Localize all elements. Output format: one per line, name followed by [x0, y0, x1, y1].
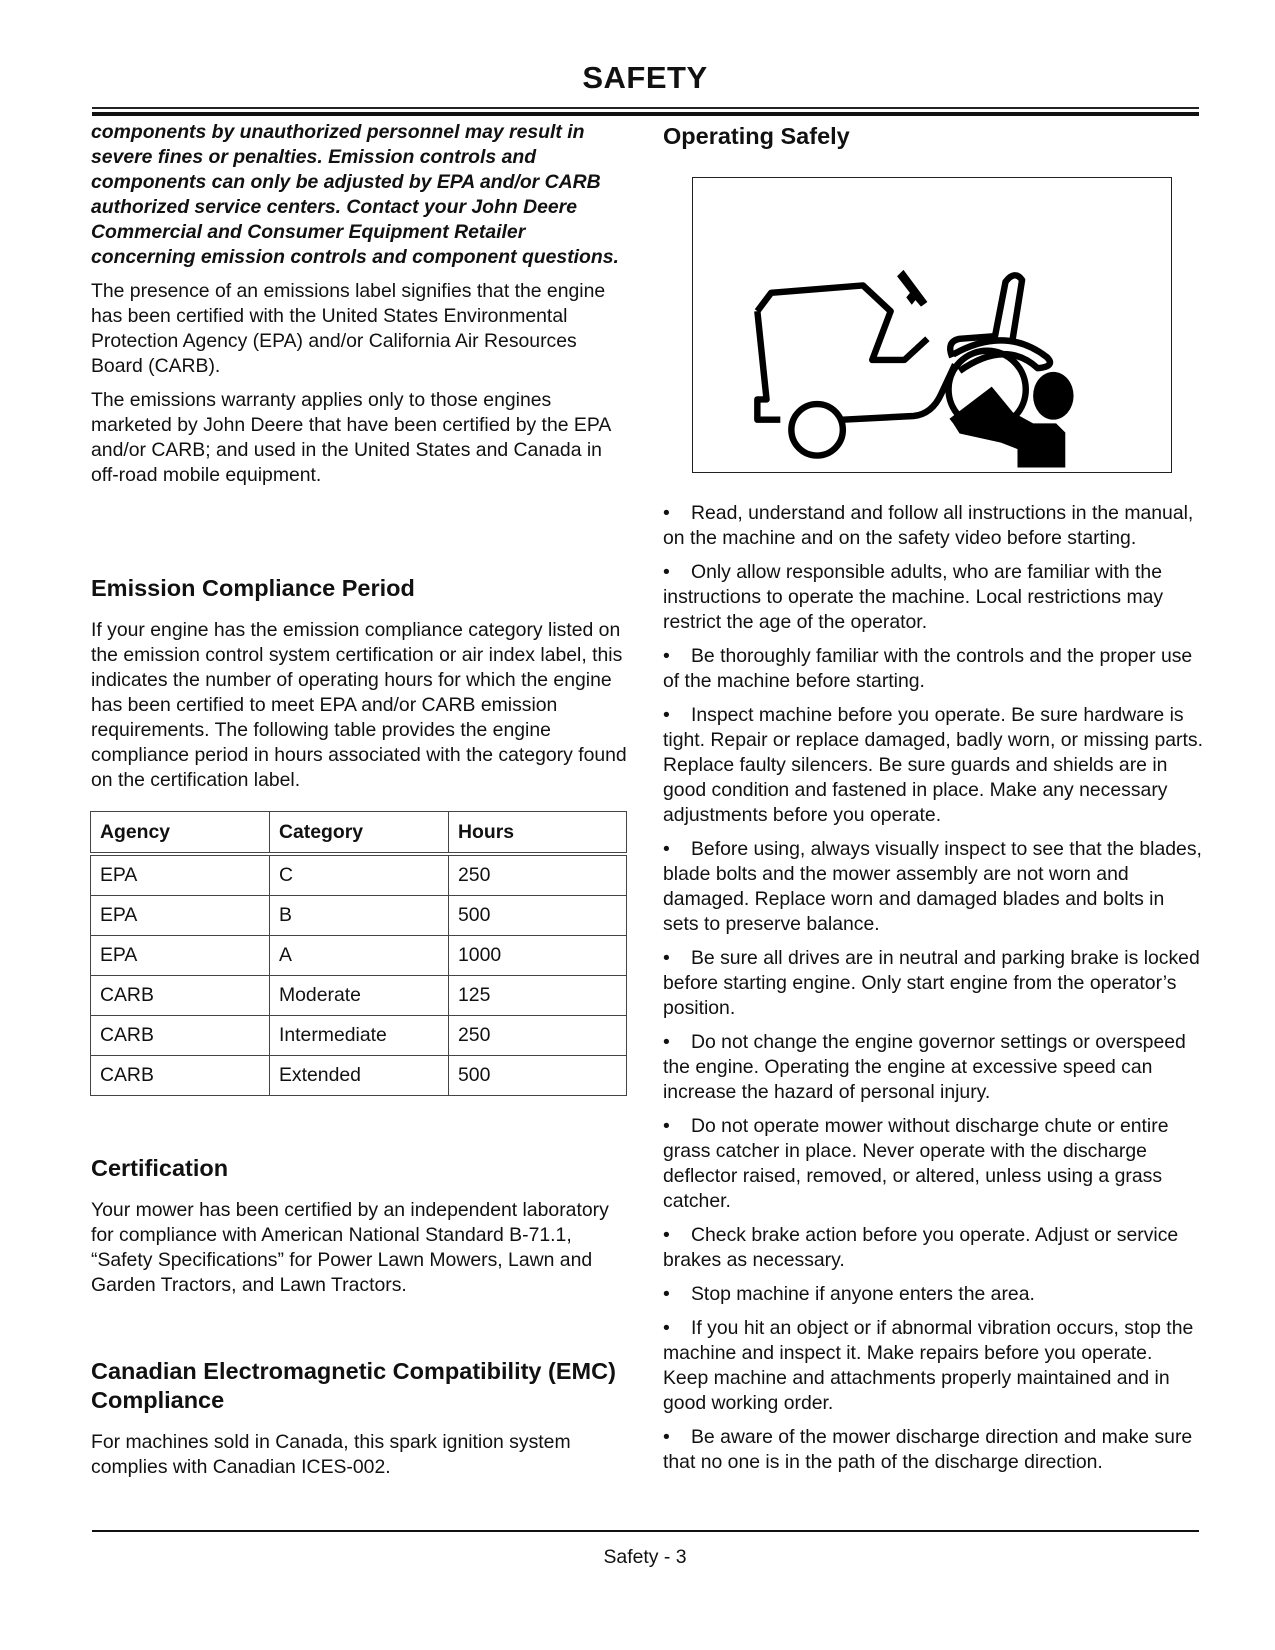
cell-hours: 1000 [449, 936, 627, 976]
bullet-icon: • [663, 947, 670, 969]
cell-agency: EPA [91, 936, 270, 976]
bullet-icon: • [663, 1115, 670, 1137]
list-item: • Be sure all drives are in neutral and parking brake is locked before starting engine. Only start engine from the operator’s position. [663, 947, 1200, 1019]
safety-bullet-list [663, 501, 1203, 1484]
emissions-warranty-paragraph: The emissions warranty applies only to those engines marketed by John Deere that have been certified by the EPA and/or CARB; and used in the United States and Canada in off-road mobile equipment. [91, 389, 611, 486]
cell-category: Intermediate [270, 1016, 449, 1056]
page-title: SAFETY [582, 60, 708, 95]
cell-agency: CARB [91, 1056, 270, 1096]
bullet-icon: • [663, 502, 670, 524]
bullet-icon: • [663, 1283, 670, 1305]
cell-category: B [270, 896, 449, 936]
certification-heading: Certification [91, 1155, 229, 1181]
table-row [91, 854, 627, 896]
table-header-row [91, 812, 627, 855]
cell-agency: EPA [91, 896, 270, 936]
footer-rule [92, 1530, 1199, 1532]
list-item: • If you hit an object or if abnormal vibration occurs, stop the machine and inspect it. Make repairs before you operate. Keep machine and attachments properly maintained and in good working order. [663, 1317, 1194, 1414]
compliance-period-table [90, 811, 627, 1096]
list-item: • Read, understand and follow all instructions in the manual, on the machine and on the safety video before starting. [663, 502, 1194, 549]
table-row [91, 936, 627, 976]
list-item: • Be thoroughly familiar with the controls and the proper use of the machine before starting. [663, 645, 1193, 692]
emissions-label-paragraph: The presence of an emissions label signifies that the engine has been certified with the United States Environmental Protection Agency (EPA) and/or California Air Resources Board (CARB). [91, 280, 606, 377]
operating-safely-heading: Operating Safely [663, 123, 850, 149]
cell-category: A [270, 936, 449, 976]
bullet-icon: • [663, 1317, 670, 1339]
list-item: • Do not change the engine governor settings or overspeed the engine. Operating the engine at excessive speed can increase the hazard of personal injury. [663, 1031, 1186, 1103]
list-item: • Be aware of the mower discharge direction and make sure that no one is in the path of the discharge direction. [663, 1426, 1193, 1473]
cell-category: C [270, 854, 449, 896]
list-item: • Stop machine if anyone enters the area. [663, 1283, 1035, 1305]
table-header-agency: Agency [91, 812, 270, 855]
cell-hours: 250 [449, 1016, 627, 1056]
cell-hours: 125 [449, 976, 627, 1016]
cell-agency: CARB [91, 976, 270, 1016]
table-row [91, 976, 627, 1016]
bullet-icon: • [663, 838, 670, 860]
table-row [91, 1056, 627, 1096]
list-item: • Do not operate mower without discharge chute or entire grass catcher in place. Never operate with the discharge deflector raised, removed, or altered, unless using a grass catcher. [663, 1115, 1169, 1212]
list-item: • Only allow responsible adults, who are familiar with the instructions to operate the machine. Local restrictions may restrict the age of the operator. [663, 561, 1164, 633]
emc-heading: Canadian Electromagnetic Compatibility (EMC) Compliance [91, 1358, 616, 1413]
bullet-icon: • [663, 1224, 670, 1246]
emission-compliance-body: If your engine has the emission compliance category listed on the emission control system certification or air index label, this indicates the number of operating hours for which the engine has been certified to meet EPA and/or CARB emission requirements. The following table provides the engine compliance period in hours associated with the category found on the certification label. [91, 619, 627, 791]
safety-figure [692, 177, 1172, 473]
table-row [91, 1016, 627, 1056]
bullet-icon: • [663, 1426, 670, 1448]
operator-reading-manual-tractor-icon [693, 178, 1171, 472]
cell-hours: 250 [449, 854, 627, 896]
cell-hours: 500 [449, 896, 627, 936]
header-rule-thin [92, 107, 1199, 109]
page-number: Safety - 3 [603, 1546, 687, 1568]
left-column [91, 120, 629, 488]
list-item: • Inspect machine before you operate. Be sure hardware is tight. Repair or replace damaged, badly worn, or missing parts. Replace faulty silencers. Be sure guards and shields are in good condition and fastened in place. Make any necessary adjustments before you operate. [663, 704, 1203, 826]
cell-category: Moderate [270, 976, 449, 1016]
emission-compliance-heading: Emission Compliance Period [91, 575, 415, 601]
cell-agency: EPA [91, 854, 270, 896]
bullet-icon: • [663, 645, 670, 667]
table-header-hours: Hours [449, 812, 627, 855]
bullet-icon: • [663, 1031, 670, 1053]
cell-hours: 500 [449, 1056, 627, 1096]
table-row [91, 896, 627, 936]
list-item: • Check brake action before you operate. Adjust or service brakes as necessary. [663, 1224, 1179, 1271]
cell-agency: CARB [91, 1016, 270, 1056]
emission-warning-continuation: components by unauthorized personnel may result in severe fines or penalties. Emission controls and components can only be adjusted by EPA and/or CARB authorized service centers. Contact your John Deere Commercial and Consumer Equipment Retailer concerning emission controls and component questions. [91, 121, 619, 268]
cell-category: Extended [270, 1056, 449, 1096]
certification-body: Your mower has been certified by an independent laboratory for compliance with American National Standard B-71.1, “Safety Specifications” for Power Lawn Mowers, Lawn and Garden Tractors, and Lawn Tractors. [91, 1199, 609, 1296]
list-item: • Before using, always visually inspect to see that the blades, blade bolts and the mower assembly are not worn and damaged. Replace worn and damaged blades and bolts in sets to preserve balance. [663, 838, 1202, 935]
emc-body: For machines sold in Canada, this spark ignition system complies with Canadian ICES-002. [91, 1431, 571, 1478]
bullet-icon: • [663, 704, 670, 726]
table-header-category: Category [270, 812, 449, 855]
header-rule-thick [92, 112, 1199, 116]
bullet-icon: • [663, 561, 670, 583]
